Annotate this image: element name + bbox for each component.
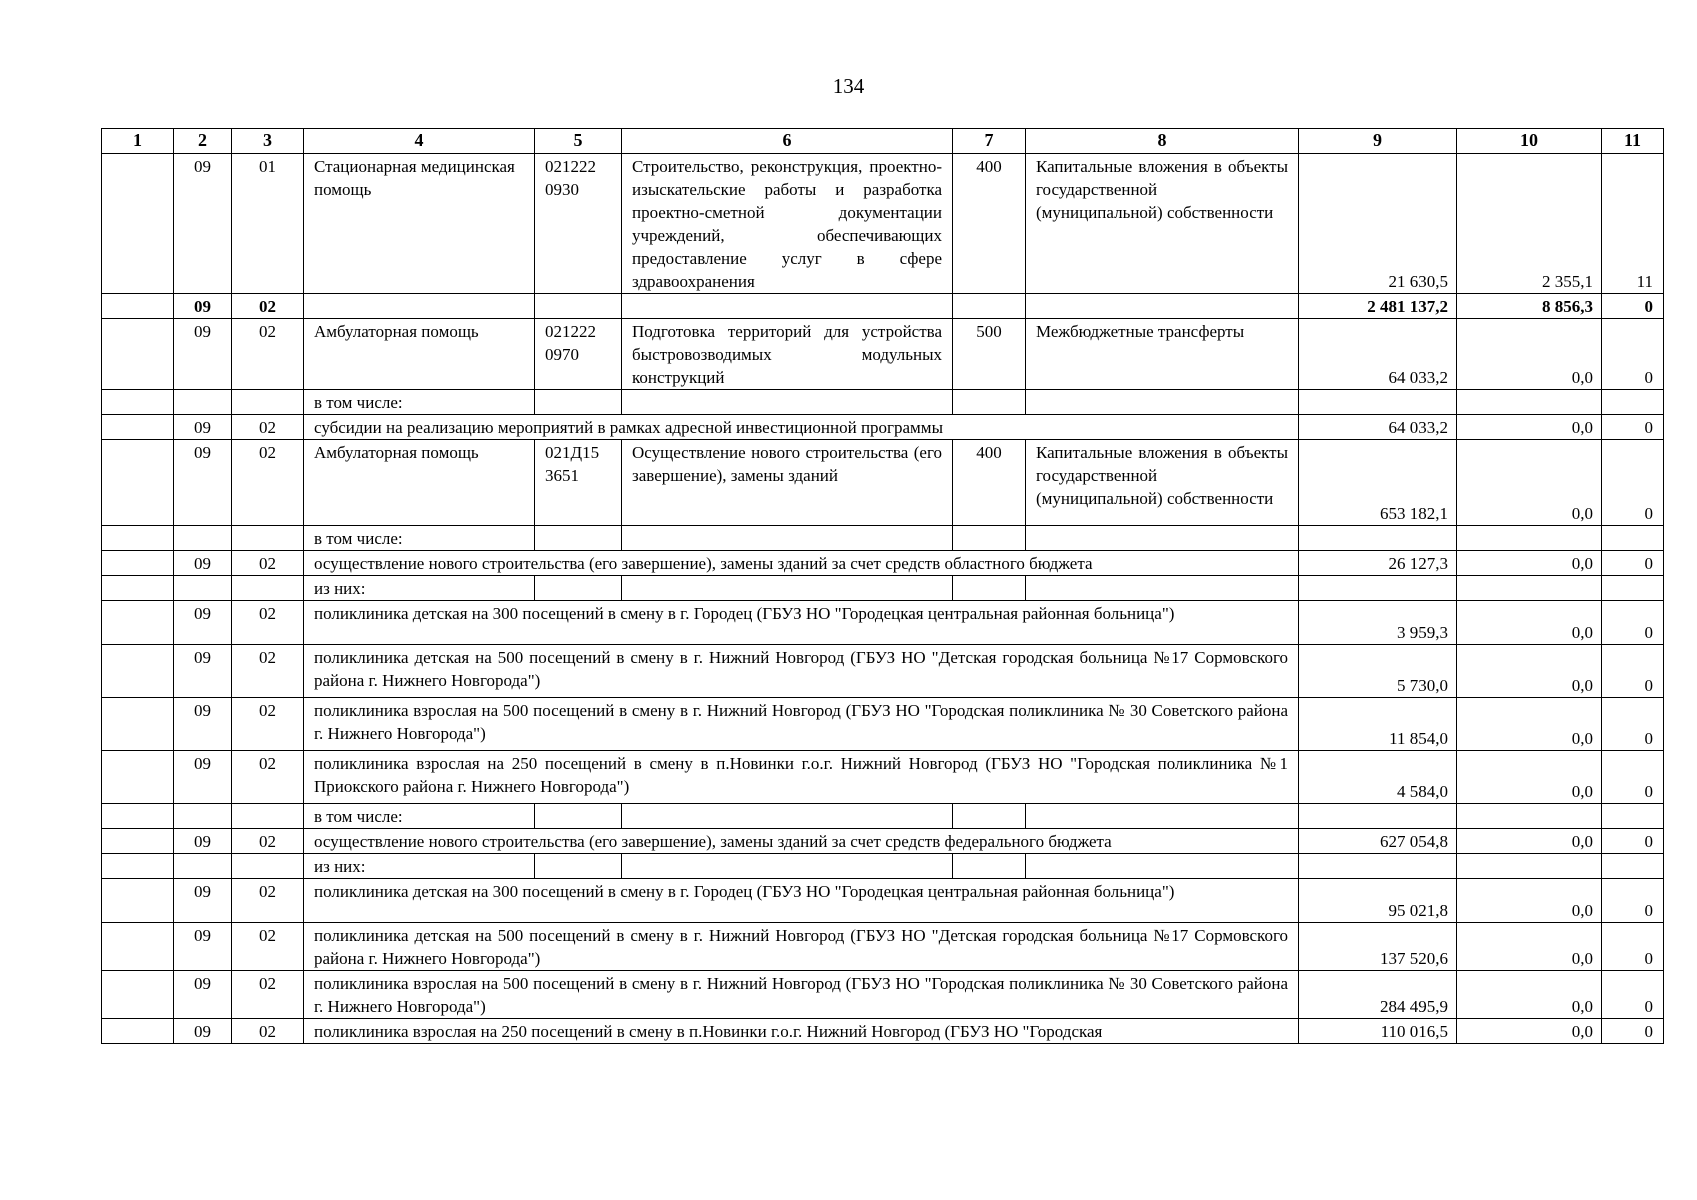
cell-target-code <box>535 526 622 551</box>
cell-col1 <box>102 854 174 879</box>
cell-subsection: 02 <box>232 879 304 923</box>
cell-section <box>174 854 232 879</box>
cell-amount-2 <box>1457 576 1602 601</box>
table-row <box>102 415 1664 440</box>
cell-description: субсидии на реализацию мероприятий в рамках адресной инвестиционной программы <box>304 415 1299 440</box>
cell-amount-1: 110 016,5 <box>1299 1019 1457 1044</box>
cell-expense-type <box>953 804 1026 829</box>
cell-subsection: 02 <box>232 971 304 1019</box>
cell-section: 09 <box>174 829 232 854</box>
cell-target-code <box>535 804 622 829</box>
cell-target-code <box>535 854 622 879</box>
cell-subsection: 02 <box>232 751 304 804</box>
cell-amount-2: 0,0 <box>1457 698 1602 751</box>
cell-expense-type: 500 <box>953 319 1026 390</box>
column-header: 6 <box>622 129 953 154</box>
cell-purpose: Строительство, реконструкция, проектно-изыскательские работы и разработка проектно-сметной документации учреждений, обеспечивающих предоставление услуг в сфере здравоохранения <box>622 154 953 294</box>
table-row <box>102 829 1664 854</box>
cell-amount-2: 0,0 <box>1457 1019 1602 1044</box>
cell-expense-type <box>953 854 1026 879</box>
cell-amount-2 <box>1457 804 1602 829</box>
column-header: 2 <box>174 129 232 154</box>
cell-purpose <box>622 854 953 879</box>
cell-subsection: 02 <box>232 319 304 390</box>
cell-target-code: 021Д15 3651 <box>535 440 622 526</box>
cell-name: Амбулаторная помощь <box>304 319 535 390</box>
cell-subsection: 02 <box>232 923 304 971</box>
cell-description: поликлиника взрослая на 250 посещений в смену в п.Новинки г.о.г. Нижний Новгород (ГБУЗ НО "Городская поликлиника №1 Приокского района г. Нижнего Новгорода") <box>304 751 1299 804</box>
cell-subsection: 02 <box>232 294 304 319</box>
cell-section: 09 <box>174 440 232 526</box>
cell-description: поликлиника взрослая на 500 посещений в смену в г. Нижний Новгород (ГБУЗ НО "Городская поликлиника № 30 Советского района г. Нижнего Новгорода") <box>304 971 1299 1019</box>
cell-amount-1: 5 730,0 <box>1299 645 1457 698</box>
table-header-row <box>102 129 1664 154</box>
cell-amount-1: 2 481 137,2 <box>1299 294 1457 319</box>
column-header: 9 <box>1299 129 1457 154</box>
cell-col1 <box>102 804 174 829</box>
cell-description: поликлиника детская на 300 посещений в смену в г. Городец (ГБУЗ НО "Городецкая центральная районная больница") <box>304 879 1299 923</box>
cell-expense-name <box>1026 854 1299 879</box>
cell-purpose <box>622 390 953 415</box>
cell-section: 09 <box>174 879 232 923</box>
cell-amount-3: 11 <box>1602 154 1664 294</box>
column-header: 5 <box>535 129 622 154</box>
cell-amount-2: 8 856,3 <box>1457 294 1602 319</box>
cell-amount-3: 0 <box>1602 440 1664 526</box>
cell-description: поликлиника детская на 500 посещений в смену в г. Нижний Новгород (ГБУЗ НО "Детская городская больница №17 Сормовского района г. Нижнего Новгорода") <box>304 923 1299 971</box>
cell-col1 <box>102 415 174 440</box>
cell-amount-1: 11 854,0 <box>1299 698 1457 751</box>
cell-subsection <box>232 526 304 551</box>
cell-amount-3: 0 <box>1602 601 1664 645</box>
cell-col1 <box>102 645 174 698</box>
cell-amount-1 <box>1299 854 1457 879</box>
cell-description: поликлиника взрослая на 500 посещений в смену в г. Нижний Новгород (ГБУЗ НО "Городская поликлиника № 30 Советского района г. Нижнего Новгорода") <box>304 698 1299 751</box>
cell-expense-name <box>1026 526 1299 551</box>
cell-col1 <box>102 923 174 971</box>
cell-expense-type: 400 <box>953 154 1026 294</box>
cell-subsection: 02 <box>232 645 304 698</box>
cell-amount-2 <box>1457 854 1602 879</box>
cell-target-code: 021222 0970 <box>535 319 622 390</box>
column-header: 4 <box>304 129 535 154</box>
table-row <box>102 1019 1664 1044</box>
table-row <box>102 551 1664 576</box>
cell-col1 <box>102 601 174 645</box>
cell-description: осуществление нового строительства (его завершение), замены зданий за счет средств областного бюджета <box>304 551 1299 576</box>
cell-target-code <box>535 390 622 415</box>
cell-amount-2: 0,0 <box>1457 645 1602 698</box>
cell-section: 09 <box>174 645 232 698</box>
cell-amount-3: 0 <box>1602 698 1664 751</box>
table-row <box>102 601 1664 645</box>
cell-amount-1: 64 033,2 <box>1299 319 1457 390</box>
table-row <box>102 971 1664 1019</box>
table-row <box>102 294 1664 319</box>
cell-amount-3: 0 <box>1602 294 1664 319</box>
cell-amount-1 <box>1299 804 1457 829</box>
cell-purpose <box>622 576 953 601</box>
cell-col1 <box>102 294 174 319</box>
cell-subsection: 02 <box>232 698 304 751</box>
cell-amount-3 <box>1602 804 1664 829</box>
cell-col1 <box>102 1019 174 1044</box>
cell-col1 <box>102 154 174 294</box>
cell-section: 09 <box>174 698 232 751</box>
cell-amount-1 <box>1299 390 1457 415</box>
cell-name: Амбулаторная помощь <box>304 440 535 526</box>
cell-amount-2: 2 355,1 <box>1457 154 1602 294</box>
cell-target-code <box>535 294 622 319</box>
cell-amount-3: 0 <box>1602 415 1664 440</box>
cell-section: 09 <box>174 923 232 971</box>
cell-amount-2: 0,0 <box>1457 971 1602 1019</box>
cell-expense-name <box>1026 804 1299 829</box>
cell-description: поликлиника взрослая на 250 посещений в смену в п.Новинки г.о.г. Нижний Новгород (ГБУЗ НО "Городская <box>304 1019 1299 1044</box>
cell-expense-type <box>953 526 1026 551</box>
cell-amount-3: 0 <box>1602 551 1664 576</box>
cell-expense-type: 400 <box>953 440 1026 526</box>
cell-expense-name: Межбюджетные трансферты <box>1026 319 1299 390</box>
cell-amount-3 <box>1602 576 1664 601</box>
cell-name <box>304 294 535 319</box>
cell-section: 09 <box>174 294 232 319</box>
cell-name: Стационарная медицинская помощь <box>304 154 535 294</box>
cell-amount-2: 0,0 <box>1457 440 1602 526</box>
cell-expense-type <box>953 576 1026 601</box>
cell-amount-3: 0 <box>1602 751 1664 804</box>
column-header: 7 <box>953 129 1026 154</box>
cell-description: поликлиника детская на 500 посещений в смену в г. Нижний Новгород (ГБУЗ НО "Детская городская больница №17 Сормовского района г. Нижнего Новгорода") <box>304 645 1299 698</box>
cell-col1 <box>102 751 174 804</box>
cell-col1 <box>102 971 174 1019</box>
cell-amount-3 <box>1602 854 1664 879</box>
cell-col1 <box>102 551 174 576</box>
cell-col1 <box>102 576 174 601</box>
cell-amount-1: 4 584,0 <box>1299 751 1457 804</box>
table-row <box>102 390 1664 415</box>
cell-target-code <box>535 576 622 601</box>
cell-expense-type <box>953 390 1026 415</box>
cell-amount-2: 0,0 <box>1457 751 1602 804</box>
cell-amount-3: 0 <box>1602 645 1664 698</box>
cell-amount-3: 0 <box>1602 923 1664 971</box>
cell-target-code: 021222 0930 <box>535 154 622 294</box>
cell-section <box>174 390 232 415</box>
cell-section: 09 <box>174 551 232 576</box>
cell-amount-3: 0 <box>1602 319 1664 390</box>
cell-col1 <box>102 390 174 415</box>
cell-section: 09 <box>174 601 232 645</box>
cell-amount-2: 0,0 <box>1457 319 1602 390</box>
cell-amount-2: 0,0 <box>1457 879 1602 923</box>
cell-col1 <box>102 526 174 551</box>
cell-purpose <box>622 294 953 319</box>
cell-section: 09 <box>174 971 232 1019</box>
column-header: 10 <box>1457 129 1602 154</box>
cell-amount-1: 137 520,6 <box>1299 923 1457 971</box>
cell-section: 09 <box>174 1019 232 1044</box>
table-row <box>102 319 1664 390</box>
cell-amount-1: 95 021,8 <box>1299 879 1457 923</box>
cell-expense-name: Капитальные вложения в объекты государственной (муниципальной) собственности <box>1026 440 1299 526</box>
cell-purpose <box>622 526 953 551</box>
table-row <box>102 576 1664 601</box>
cell-name: из них: <box>304 854 535 879</box>
cell-amount-2: 0,0 <box>1457 415 1602 440</box>
cell-expense-type <box>953 294 1026 319</box>
cell-col1 <box>102 440 174 526</box>
column-header: 8 <box>1026 129 1299 154</box>
cell-amount-1: 627 054,8 <box>1299 829 1457 854</box>
cell-subsection: 02 <box>232 829 304 854</box>
cell-amount-3: 0 <box>1602 879 1664 923</box>
cell-subsection: 02 <box>232 551 304 576</box>
table-row <box>102 645 1664 698</box>
cell-subsection: 02 <box>232 415 304 440</box>
cell-purpose: Подготовка территорий для устройства быстровозводимых модульных конструкций <box>622 319 953 390</box>
cell-amount-2 <box>1457 390 1602 415</box>
cell-expense-name: Капитальные вложения в объекты государственной (муниципальной) собственности <box>1026 154 1299 294</box>
cell-name: в том числе: <box>304 526 535 551</box>
cell-subsection: 02 <box>232 440 304 526</box>
table-row <box>102 751 1664 804</box>
cell-subsection <box>232 804 304 829</box>
column-header: 11 <box>1602 129 1664 154</box>
cell-col1 <box>102 698 174 751</box>
cell-amount-2: 0,0 <box>1457 601 1602 645</box>
column-header: 1 <box>102 129 174 154</box>
column-header: 3 <box>232 129 304 154</box>
cell-section <box>174 804 232 829</box>
cell-section: 09 <box>174 751 232 804</box>
table-row <box>102 526 1664 551</box>
cell-subsection: 02 <box>232 1019 304 1044</box>
table-row <box>102 440 1664 526</box>
cell-purpose <box>622 804 953 829</box>
table-row <box>102 154 1664 294</box>
cell-section: 09 <box>174 415 232 440</box>
cell-amount-2: 0,0 <box>1457 551 1602 576</box>
cell-amount-1: 21 630,5 <box>1299 154 1457 294</box>
cell-expense-name <box>1026 576 1299 601</box>
cell-expense-name <box>1026 294 1299 319</box>
cell-col1 <box>102 879 174 923</box>
table-row <box>102 854 1664 879</box>
cell-name: из них: <box>304 576 535 601</box>
table-row <box>102 879 1664 923</box>
cell-section <box>174 576 232 601</box>
cell-col1 <box>102 319 174 390</box>
cell-subsection: 01 <box>232 154 304 294</box>
cell-expense-name <box>1026 390 1299 415</box>
cell-amount-2 <box>1457 526 1602 551</box>
table-row <box>102 923 1664 971</box>
cell-name: в том числе: <box>304 390 535 415</box>
cell-section: 09 <box>174 319 232 390</box>
cell-section <box>174 526 232 551</box>
table-row <box>102 698 1664 751</box>
cell-subsection <box>232 390 304 415</box>
cell-purpose: Осуществление нового строительства (его завершение), замены зданий <box>622 440 953 526</box>
cell-subsection <box>232 854 304 879</box>
cell-amount-1: 64 033,2 <box>1299 415 1457 440</box>
cell-amount-1: 26 127,3 <box>1299 551 1457 576</box>
cell-subsection <box>232 576 304 601</box>
cell-amount-3: 0 <box>1602 1019 1664 1044</box>
cell-amount-2: 0,0 <box>1457 829 1602 854</box>
cell-amount-3: 0 <box>1602 829 1664 854</box>
cell-col1 <box>102 829 174 854</box>
cell-amount-3 <box>1602 526 1664 551</box>
cell-description: осуществление нового строительства (его завершение), замены зданий за счет средств федерального бюджета <box>304 829 1299 854</box>
cell-name: в том числе: <box>304 804 535 829</box>
cell-amount-3: 0 <box>1602 971 1664 1019</box>
cell-amount-1 <box>1299 576 1457 601</box>
budget-table <box>101 128 1664 1044</box>
cell-amount-3 <box>1602 390 1664 415</box>
table-row <box>102 804 1664 829</box>
cell-amount-1: 3 959,3 <box>1299 601 1457 645</box>
cell-amount-1 <box>1299 526 1457 551</box>
cell-section: 09 <box>174 154 232 294</box>
cell-subsection: 02 <box>232 601 304 645</box>
page-number: 134 <box>832 74 865 98</box>
cell-description: поликлиника детская на 300 посещений в смену в г. Городец (ГБУЗ НО "Городецкая центральная районная больница") <box>304 601 1299 645</box>
cell-amount-1: 284 495,9 <box>1299 971 1457 1019</box>
cell-amount-1: 653 182,1 <box>1299 440 1457 526</box>
cell-amount-2: 0,0 <box>1457 923 1602 971</box>
